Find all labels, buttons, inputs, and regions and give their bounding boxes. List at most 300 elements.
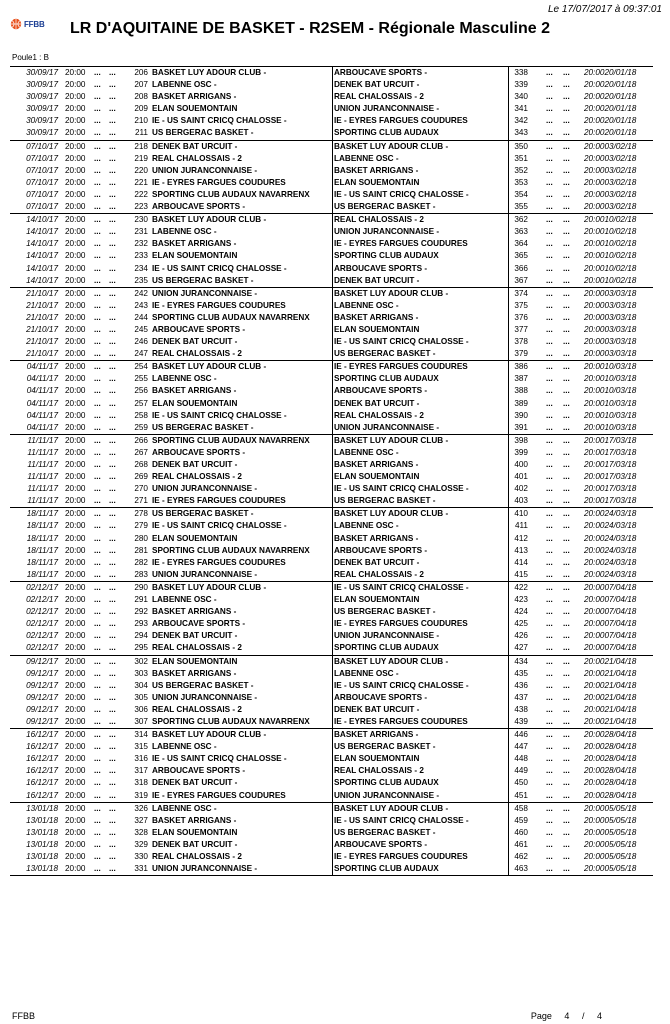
placeholder-dots: ... bbox=[109, 656, 116, 666]
table-row bbox=[10, 275, 653, 287]
match-number: 258 bbox=[134, 410, 148, 420]
away-team: ELAN SOUEMONTAIN bbox=[334, 177, 420, 187]
return-match-datetime: 20:0003/02/18 bbox=[584, 189, 637, 199]
return-match-number: 352 bbox=[514, 165, 528, 175]
match-time: 20:00 bbox=[65, 864, 86, 874]
home-team: US BERGERAC BASKET - bbox=[152, 509, 254, 519]
home-team: BASKET LUY ADOUR CLUB - bbox=[152, 215, 267, 225]
placeholder-dots: ... bbox=[546, 251, 553, 261]
placeholder-dots: ... bbox=[563, 803, 570, 813]
placeholder-dots: ... bbox=[546, 754, 553, 764]
match-date: 13/01/18 bbox=[26, 827, 58, 837]
match-date: 11/11/17 bbox=[27, 447, 58, 457]
table-row bbox=[10, 361, 653, 373]
home-team: ARBOUCAVE SPORTS - bbox=[152, 766, 246, 776]
match-time: 20:00 bbox=[65, 643, 86, 653]
return-match-number: 460 bbox=[514, 827, 528, 837]
matchday-group bbox=[10, 582, 653, 656]
match-time: 20:00 bbox=[65, 104, 86, 114]
placeholder-dots: ... bbox=[94, 92, 101, 102]
placeholder-dots: ... bbox=[94, 398, 101, 408]
match-date: 16/12/17 bbox=[26, 742, 58, 752]
away-team: REAL CHALOSSAIS - 2 bbox=[334, 92, 424, 102]
match-time: 20:00 bbox=[65, 165, 86, 175]
placeholder-dots: ... bbox=[109, 239, 116, 249]
table-row bbox=[10, 495, 653, 507]
table-row bbox=[10, 569, 653, 581]
table-row bbox=[10, 177, 653, 189]
home-team: US BERGERAC BASKET - bbox=[152, 680, 254, 690]
match-time: 20:00 bbox=[65, 227, 86, 237]
return-match-number: 342 bbox=[514, 116, 528, 126]
placeholder-dots: ... bbox=[94, 815, 101, 825]
return-match-datetime: 20:0005/05/18 bbox=[584, 803, 637, 813]
home-team: IE - US SAINT CRICQ CHALOSSE - bbox=[152, 116, 287, 126]
placeholder-dots: ... bbox=[563, 177, 570, 187]
placeholder-dots: ... bbox=[94, 582, 101, 592]
match-date: 07/10/17 bbox=[26, 177, 58, 187]
return-match-datetime: 20:0005/05/18 bbox=[584, 815, 637, 825]
return-match-datetime: 20:0005/05/18 bbox=[584, 839, 637, 849]
home-team: SPORTING CLUB AUDAUX NAVARRENX bbox=[152, 435, 310, 445]
placeholder-dots: ... bbox=[563, 128, 570, 138]
match-date: 18/11/17 bbox=[26, 509, 58, 519]
placeholder-dots: ... bbox=[94, 692, 101, 702]
placeholder-dots: ... bbox=[546, 619, 553, 629]
table-row bbox=[10, 447, 653, 459]
return-match-number: 458 bbox=[514, 803, 528, 813]
return-match-number: 423 bbox=[514, 595, 528, 605]
home-team: ELAN SOUEMONTAIN bbox=[152, 827, 238, 837]
match-time: 20:00 bbox=[65, 398, 86, 408]
placeholder-dots: ... bbox=[109, 668, 116, 678]
table-row bbox=[10, 435, 653, 447]
placeholder-dots: ... bbox=[109, 447, 116, 457]
placeholder-dots: ... bbox=[546, 324, 553, 334]
return-match-number: 341 bbox=[514, 104, 528, 114]
match-date: 09/12/17 bbox=[26, 704, 58, 714]
table-row bbox=[10, 189, 653, 201]
return-match-number: 424 bbox=[514, 607, 528, 617]
match-time: 20:00 bbox=[65, 288, 86, 298]
table-row bbox=[10, 692, 653, 704]
home-team: UNION JURANCONNAISE - bbox=[152, 484, 258, 494]
placeholder-dots: ... bbox=[546, 730, 553, 740]
table-row bbox=[10, 520, 653, 532]
placeholder-dots: ... bbox=[546, 435, 553, 445]
match-date: 18/11/17 bbox=[26, 557, 58, 567]
match-number: 294 bbox=[134, 631, 148, 641]
return-match-number: 354 bbox=[514, 189, 528, 199]
return-match-datetime: 20:0003/03/18 bbox=[584, 288, 637, 298]
match-date: 14/10/17 bbox=[26, 227, 58, 237]
placeholder-dots: ... bbox=[563, 766, 570, 776]
table-row bbox=[10, 533, 653, 545]
return-match-number: 375 bbox=[514, 300, 528, 310]
home-team: IE - EYRES FARGUES COUDURES bbox=[152, 300, 286, 310]
placeholder-dots: ... bbox=[546, 68, 553, 77]
away-team: UNION JURANCONNAISE - bbox=[334, 631, 440, 641]
return-match-number: 463 bbox=[514, 864, 528, 874]
placeholder-dots: ... bbox=[546, 337, 553, 347]
placeholder-dots: ... bbox=[109, 790, 116, 800]
placeholder-dots: ... bbox=[94, 386, 101, 396]
home-team: BASKET LUY ADOUR CLUB - bbox=[152, 68, 267, 77]
page-separator: / bbox=[581, 1011, 585, 1021]
placeholder-dots: ... bbox=[94, 680, 101, 690]
away-team: IE - EYRES FARGUES COUDURES bbox=[334, 239, 468, 249]
return-match-datetime: 20:0017/03/18 bbox=[584, 435, 637, 445]
match-time: 20:00 bbox=[65, 619, 86, 629]
return-match-datetime: 20:0010/03/18 bbox=[584, 410, 637, 420]
away-team: IE - US SAINT CRICQ CHALOSSE - bbox=[334, 582, 469, 592]
away-team: ARBOUCAVE SPORTS - bbox=[334, 386, 428, 396]
placeholder-dots: ... bbox=[563, 435, 570, 445]
placeholder-dots: ... bbox=[563, 460, 570, 469]
placeholder-dots: ... bbox=[563, 92, 570, 102]
table-row bbox=[10, 594, 653, 606]
match-time: 20:00 bbox=[65, 189, 86, 199]
match-number: 247 bbox=[134, 349, 148, 359]
return-match-number: 459 bbox=[514, 815, 528, 825]
table-row bbox=[10, 312, 653, 324]
placeholder-dots: ... bbox=[563, 251, 570, 261]
away-team: US BERGERAC BASKET - bbox=[334, 742, 436, 752]
away-team: UNION JURANCONNAISE - bbox=[334, 104, 440, 114]
away-team: BASKET ARRIGANS - bbox=[334, 460, 419, 469]
table-row bbox=[10, 582, 653, 594]
return-match-datetime: 20:0020/01/18 bbox=[584, 128, 637, 138]
placeholder-dots: ... bbox=[546, 742, 553, 752]
placeholder-dots: ... bbox=[563, 422, 570, 432]
placeholder-dots: ... bbox=[546, 386, 553, 396]
match-time: 20:00 bbox=[65, 141, 86, 151]
table-row bbox=[10, 226, 653, 238]
away-team: ARBOUCAVE SPORTS - bbox=[334, 839, 428, 849]
home-team: IE - US SAINT CRICQ CHALOSSE - bbox=[152, 410, 287, 420]
placeholder-dots: ... bbox=[563, 410, 570, 420]
home-team: IE - US SAINT CRICQ CHALOSSE - bbox=[152, 754, 287, 764]
away-team: LABENNE OSC - bbox=[334, 668, 399, 678]
placeholder-dots: ... bbox=[109, 128, 116, 138]
match-time: 20:00 bbox=[65, 80, 86, 90]
home-team: BASKET ARRIGANS - bbox=[152, 239, 237, 249]
match-time: 20:00 bbox=[65, 202, 86, 212]
return-match-datetime: 20:0021/04/18 bbox=[584, 716, 637, 726]
placeholder-dots: ... bbox=[546, 312, 553, 322]
return-match-number: 451 bbox=[514, 790, 528, 800]
placeholder-dots: ... bbox=[546, 496, 553, 506]
away-team: ARBOUCAVE SPORTS - bbox=[334, 68, 428, 77]
match-date: 21/10/17 bbox=[26, 349, 58, 359]
table-row bbox=[10, 803, 653, 815]
placeholder-dots: ... bbox=[94, 704, 101, 714]
table-row bbox=[10, 508, 653, 520]
placeholder-dots: ... bbox=[563, 215, 570, 225]
table-row bbox=[10, 741, 653, 753]
matchday-group bbox=[10, 214, 653, 288]
placeholder-dots: ... bbox=[563, 116, 570, 126]
away-team: ELAN SOUEMONTAIN bbox=[334, 324, 420, 334]
placeholder-dots: ... bbox=[563, 521, 570, 531]
match-date: 16/12/17 bbox=[26, 730, 58, 740]
placeholder-dots: ... bbox=[109, 864, 116, 874]
match-time: 20:00 bbox=[65, 533, 86, 543]
placeholder-dots: ... bbox=[109, 509, 116, 519]
home-team: SPORTING CLUB AUDAUX NAVARRENX bbox=[152, 189, 310, 199]
match-number: 221 bbox=[134, 177, 148, 187]
placeholder-dots: ... bbox=[563, 790, 570, 800]
home-team: ARBOUCAVE SPORTS - bbox=[152, 324, 246, 334]
match-number: 243 bbox=[134, 300, 148, 310]
placeholder-dots: ... bbox=[94, 447, 101, 457]
placeholder-dots: ... bbox=[563, 239, 570, 249]
match-date: 30/09/17 bbox=[26, 68, 58, 77]
return-match-number: 340 bbox=[514, 92, 528, 102]
away-team: IE - EYRES FARGUES COUDURES bbox=[334, 619, 468, 629]
placeholder-dots: ... bbox=[563, 619, 570, 629]
placeholder-dots: ... bbox=[109, 68, 116, 77]
placeholder-dots: ... bbox=[109, 839, 116, 849]
match-date: 14/10/17 bbox=[26, 275, 58, 285]
placeholder-dots: ... bbox=[94, 472, 101, 482]
table-row bbox=[10, 851, 653, 863]
match-date: 21/10/17 bbox=[26, 324, 58, 334]
home-team: ELAN SOUEMONTAIN bbox=[152, 533, 238, 543]
return-match-datetime: 20:0003/02/18 bbox=[584, 177, 637, 187]
table-row bbox=[10, 201, 653, 213]
match-time: 20:00 bbox=[65, 484, 86, 494]
home-team: REAL CHALOSSAIS - 2 bbox=[152, 472, 242, 482]
away-team: UNION JURANCONNAISE - bbox=[334, 227, 440, 237]
placeholder-dots: ... bbox=[563, 386, 570, 396]
return-match-number: 367 bbox=[514, 275, 528, 285]
table-row bbox=[10, 642, 653, 654]
return-match-datetime: 20:0017/03/18 bbox=[584, 460, 637, 469]
placeholder-dots: ... bbox=[546, 607, 553, 617]
placeholder-dots: ... bbox=[109, 141, 116, 151]
match-number: 259 bbox=[134, 422, 148, 432]
placeholder-dots: ... bbox=[109, 177, 116, 187]
match-number: 304 bbox=[134, 680, 148, 690]
match-number: 328 bbox=[134, 827, 148, 837]
placeholder-dots: ... bbox=[563, 656, 570, 666]
placeholder-dots: ... bbox=[109, 521, 116, 531]
matchday-group bbox=[10, 803, 653, 877]
match-date: 16/12/17 bbox=[26, 754, 58, 764]
match-number: 281 bbox=[134, 545, 148, 555]
placeholder-dots: ... bbox=[563, 680, 570, 690]
home-team: ARBOUCAVE SPORTS - bbox=[152, 619, 246, 629]
placeholder-dots: ... bbox=[94, 202, 101, 212]
placeholder-dots: ... bbox=[109, 472, 116, 482]
home-team: REAL CHALOSSAIS - 2 bbox=[152, 153, 242, 163]
placeholder-dots: ... bbox=[94, 165, 101, 175]
matchday-group bbox=[10, 67, 653, 141]
matchday-group bbox=[10, 508, 653, 582]
match-number: 319 bbox=[134, 790, 148, 800]
away-team: IE - US SAINT CRICQ CHALOSSE - bbox=[334, 680, 469, 690]
placeholder-dots: ... bbox=[94, 643, 101, 653]
match-date: 30/09/17 bbox=[26, 116, 58, 126]
away-team: BASKET ARRIGANS - bbox=[334, 730, 419, 740]
match-number: 278 bbox=[134, 509, 148, 519]
return-match-datetime: 20:0003/03/18 bbox=[584, 312, 637, 322]
match-time: 20:00 bbox=[65, 68, 86, 77]
return-match-number: 377 bbox=[514, 324, 528, 334]
return-match-number: 414 bbox=[514, 557, 528, 567]
placeholder-dots: ... bbox=[546, 631, 553, 641]
home-team: BASKET ARRIGANS - bbox=[152, 607, 237, 617]
return-match-datetime: 20:0005/05/18 bbox=[584, 864, 637, 874]
placeholder-dots: ... bbox=[563, 643, 570, 653]
placeholder-dots: ... bbox=[546, 288, 553, 298]
away-team: REAL CHALOSSAIS - 2 bbox=[334, 569, 424, 579]
placeholder-dots: ... bbox=[109, 827, 116, 837]
match-number: 303 bbox=[134, 668, 148, 678]
match-time: 20:00 bbox=[65, 839, 86, 849]
return-match-number: 351 bbox=[514, 153, 528, 163]
placeholder-dots: ... bbox=[109, 754, 116, 764]
match-time: 20:00 bbox=[65, 128, 86, 138]
placeholder-dots: ... bbox=[109, 557, 116, 567]
away-team: BASKET ARRIGANS - bbox=[334, 533, 419, 543]
placeholder-dots: ... bbox=[94, 656, 101, 666]
match-date: 30/09/17 bbox=[26, 80, 58, 90]
match-date: 04/11/17 bbox=[26, 422, 58, 432]
placeholder-dots: ... bbox=[109, 374, 116, 384]
match-date: 21/10/17 bbox=[26, 300, 58, 310]
table-row bbox=[10, 790, 653, 802]
return-match-datetime: 20:0010/02/18 bbox=[584, 263, 637, 273]
match-number: 218 bbox=[134, 141, 148, 151]
home-team: BASKET ARRIGANS - bbox=[152, 668, 237, 678]
match-number: 230 bbox=[134, 215, 148, 225]
match-date: 13/01/18 bbox=[26, 803, 58, 813]
away-team: IE - EYRES FARGUES COUDURES bbox=[334, 362, 468, 372]
placeholder-dots: ... bbox=[109, 324, 116, 334]
home-team: REAL CHALOSSAIS - 2 bbox=[152, 852, 242, 861]
placeholder-dots: ... bbox=[109, 398, 116, 408]
match-number: 290 bbox=[134, 582, 148, 592]
away-team: DENEK BAT URCUIT - bbox=[334, 557, 420, 567]
placeholder-dots: ... bbox=[109, 643, 116, 653]
return-match-number: 386 bbox=[514, 362, 528, 372]
return-match-number: 338 bbox=[514, 68, 528, 77]
return-match-datetime: 20:0020/01/18 bbox=[584, 80, 637, 90]
placeholder-dots: ... bbox=[563, 716, 570, 726]
placeholder-dots: ... bbox=[563, 324, 570, 334]
placeholder-dots: ... bbox=[94, 509, 101, 519]
match-time: 20:00 bbox=[65, 754, 86, 764]
placeholder-dots: ... bbox=[546, 827, 553, 837]
match-time: 20:00 bbox=[65, 815, 86, 825]
return-match-number: 437 bbox=[514, 692, 528, 702]
match-number: 246 bbox=[134, 337, 148, 347]
placeholder-dots: ... bbox=[109, 730, 116, 740]
return-match-datetime: 20:0028/04/18 bbox=[584, 790, 637, 800]
return-match-number: 350 bbox=[514, 141, 528, 151]
away-team: US BERGERAC BASKET - bbox=[334, 827, 436, 837]
return-match-datetime: 20:0028/04/18 bbox=[584, 778, 637, 788]
placeholder-dots: ... bbox=[94, 215, 101, 225]
placeholder-dots: ... bbox=[109, 410, 116, 420]
return-match-datetime: 20:0003/02/18 bbox=[584, 165, 637, 175]
return-match-datetime: 20:0020/01/18 bbox=[584, 92, 637, 102]
away-team: ARBOUCAVE SPORTS - bbox=[334, 545, 428, 555]
match-number: 327 bbox=[134, 815, 148, 825]
away-team: BASKET LUY ADOUR CLUB - bbox=[334, 509, 449, 519]
match-date: 11/11/17 bbox=[27, 435, 58, 445]
away-team: SPORTING CLUB AUDAUX bbox=[334, 643, 439, 653]
match-date: 02/12/17 bbox=[26, 643, 58, 653]
home-team: US BERGERAC BASKET - bbox=[152, 128, 254, 138]
return-match-number: 410 bbox=[514, 509, 528, 519]
match-number: 329 bbox=[134, 839, 148, 849]
match-date: 16/12/17 bbox=[26, 790, 58, 800]
placeholder-dots: ... bbox=[563, 754, 570, 764]
home-team: LABENNE OSC - bbox=[152, 80, 217, 90]
match-time: 20:00 bbox=[65, 766, 86, 776]
home-team: ELAN SOUEMONTAIN bbox=[152, 251, 238, 261]
placeholder-dots: ... bbox=[546, 509, 553, 519]
return-match-number: 449 bbox=[514, 766, 528, 776]
match-number: 210 bbox=[134, 116, 148, 126]
ffbb-logo bbox=[10, 16, 60, 32]
placeholder-dots: ... bbox=[94, 631, 101, 641]
table-row bbox=[10, 348, 653, 360]
placeholder-dots: ... bbox=[563, 778, 570, 788]
placeholder-dots: ... bbox=[546, 595, 553, 605]
match-number: 291 bbox=[134, 595, 148, 605]
match-time: 20:00 bbox=[65, 362, 86, 372]
match-date: 16/12/17 bbox=[26, 766, 58, 776]
placeholder-dots: ... bbox=[94, 730, 101, 740]
home-team: US BERGERAC BASKET - bbox=[152, 422, 254, 432]
home-team: DENEK BAT URCUIT - bbox=[152, 631, 238, 641]
placeholder-dots: ... bbox=[563, 349, 570, 359]
away-team: US BERGERAC BASKET - bbox=[334, 349, 436, 359]
match-number: 235 bbox=[134, 275, 148, 285]
match-time: 20:00 bbox=[65, 595, 86, 605]
return-match-datetime: 20:0020/01/18 bbox=[584, 116, 637, 126]
away-team: UNION JURANCONNAISE - bbox=[334, 422, 440, 432]
home-team: LABENNE OSC - bbox=[152, 374, 217, 384]
return-match-number: 425 bbox=[514, 619, 528, 629]
return-match-datetime: 20:0010/03/18 bbox=[584, 386, 637, 396]
match-time: 20:00 bbox=[65, 374, 86, 384]
placeholder-dots: ... bbox=[94, 239, 101, 249]
return-match-number: 436 bbox=[514, 680, 528, 690]
home-team: UNION JURANCONNAISE - bbox=[152, 288, 258, 298]
schedule-table bbox=[10, 66, 653, 876]
match-time: 20:00 bbox=[65, 569, 86, 579]
table-row bbox=[10, 777, 653, 789]
home-team: BASKET ARRIGANS - bbox=[152, 386, 237, 396]
table-row bbox=[10, 250, 653, 262]
placeholder-dots: ... bbox=[109, 227, 116, 237]
match-date: 04/11/17 bbox=[26, 398, 58, 408]
return-match-datetime: 20:0010/02/18 bbox=[584, 215, 637, 225]
placeholder-dots: ... bbox=[563, 263, 570, 273]
logo-text: FFBB bbox=[24, 19, 45, 29]
placeholder-dots: ... bbox=[563, 595, 570, 605]
return-match-number: 343 bbox=[514, 128, 528, 138]
away-team: BASKET ARRIGANS - bbox=[334, 165, 419, 175]
return-match-datetime: 20:0028/04/18 bbox=[584, 730, 637, 740]
placeholder-dots: ... bbox=[94, 521, 101, 531]
placeholder-dots: ... bbox=[563, 545, 570, 555]
